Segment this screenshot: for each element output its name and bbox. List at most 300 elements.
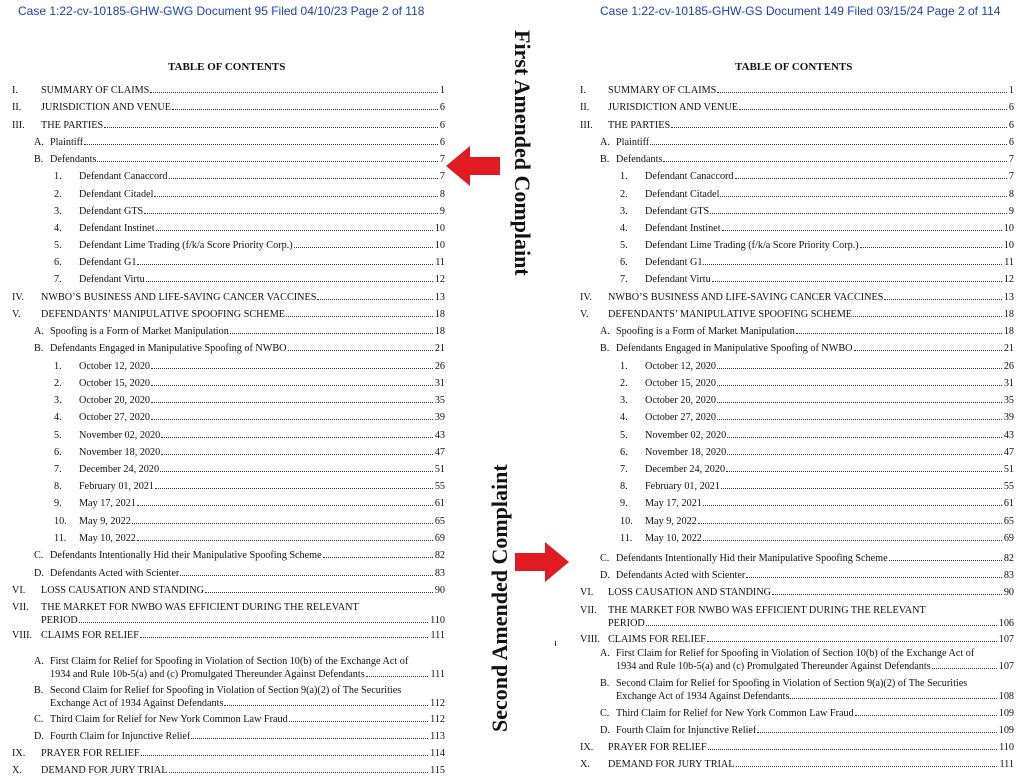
dot-leader bbox=[717, 418, 1002, 420]
toc-entry-number: 7. bbox=[54, 274, 62, 285]
toc-entry-title: THE PARTIES bbox=[608, 120, 671, 131]
toc-entry bbox=[0, 222, 445, 235]
toc-entry-page: 109 bbox=[998, 725, 1014, 736]
toc-entry bbox=[570, 291, 1014, 304]
toc-entry-number: D. bbox=[600, 725, 610, 736]
toc-entry-number: 2. bbox=[54, 378, 62, 389]
toc-entry-page: 112 bbox=[430, 714, 445, 725]
toc-entry-title: October 15, 2020 bbox=[645, 378, 717, 389]
dot-leader bbox=[736, 765, 998, 767]
toc-entry bbox=[0, 325, 445, 338]
toc-entry-title: LOSS CAUSATION AND STANDING bbox=[608, 587, 772, 598]
toc-entry-page: 7 bbox=[1008, 154, 1014, 165]
toc-entry-page: 55 bbox=[434, 481, 445, 492]
toc-entry-number: I. bbox=[12, 85, 18, 96]
toc-entry bbox=[570, 394, 1014, 407]
dot-leader bbox=[137, 539, 433, 541]
toc-entry bbox=[0, 429, 445, 442]
toc-entry-number: 9. bbox=[54, 498, 62, 509]
toc-entry-title: May 10, 2022 bbox=[79, 533, 136, 544]
toc-entry-page: 106 bbox=[998, 618, 1014, 629]
toc-entry bbox=[570, 411, 1014, 424]
toc-entry-title: First Claim for Relief for Spoofing in Violation of Section 10(b) of the Exchange Act of bbox=[616, 648, 975, 659]
right-toc-title: TABLE OF CONTENTS bbox=[735, 61, 853, 73]
toc-entry-title: October 12, 2020 bbox=[79, 361, 151, 372]
toc-entry-number: 11. bbox=[620, 533, 633, 544]
toc-entry-page: 31 bbox=[434, 378, 445, 389]
dot-leader bbox=[726, 470, 1002, 472]
dot-leader bbox=[735, 177, 1007, 179]
toc-entry-page: 6 bbox=[439, 137, 445, 148]
toc-entry-number: 8. bbox=[620, 481, 628, 492]
dot-leader bbox=[137, 504, 433, 506]
right-page-header: Case 1:22-cv-10185-GHW-GS Document 149 Filed 03/15/24 Page 2 of 114 bbox=[600, 4, 1001, 18]
toc-entry-number: 3. bbox=[54, 206, 62, 217]
toc-entry-number: B. bbox=[600, 343, 610, 354]
toc-entry-title-continued: Exchange Act of 1934 Against Defendants bbox=[50, 698, 224, 709]
toc-entry-title: Defendants Intentionally Hid their Manipulative Spoofing Scheme bbox=[50, 550, 322, 561]
toc-entry-title: Defendant Canaccord bbox=[79, 171, 168, 182]
toc-entry-title: October 20, 2020 bbox=[79, 395, 151, 406]
toc-entry-page: 12 bbox=[1003, 274, 1014, 285]
toc-entry-page: 11 bbox=[435, 257, 445, 268]
toc-entry bbox=[570, 463, 1014, 476]
toc-entry-number: 2. bbox=[620, 378, 628, 389]
toc-entry bbox=[570, 497, 1014, 510]
toc-entry-page: 6 bbox=[1008, 137, 1014, 148]
toc-entry-title: October 12, 2020 bbox=[645, 361, 717, 372]
toc-entry bbox=[0, 342, 445, 355]
left-document-page bbox=[0, 0, 445, 784]
first-amended-complaint-label: First Amended Complaint bbox=[510, 30, 535, 276]
toc-entry bbox=[570, 84, 1014, 97]
dot-leader bbox=[150, 91, 438, 93]
toc-entry bbox=[570, 308, 1014, 321]
dot-leader bbox=[151, 384, 433, 386]
toc-entry-number: VIII. bbox=[580, 634, 601, 645]
toc-entry-page: 90 bbox=[1003, 587, 1014, 598]
toc-entry-page: 13 bbox=[434, 292, 445, 303]
toc-entry bbox=[570, 604, 1014, 629]
toc-entry-page: 35 bbox=[1003, 395, 1014, 406]
toc-entry-number: B. bbox=[600, 678, 610, 689]
toc-entry bbox=[570, 377, 1014, 390]
toc-entry-title: Defendant GTS bbox=[645, 206, 710, 217]
toc-entry-page: 8 bbox=[439, 189, 445, 200]
toc-entry-page: 61 bbox=[434, 498, 445, 509]
dot-leader bbox=[703, 539, 1002, 541]
toc-entry bbox=[570, 532, 1014, 545]
toc-entry-number: 1. bbox=[54, 361, 62, 372]
toc-entry bbox=[570, 647, 1014, 672]
dot-leader bbox=[721, 487, 1002, 489]
toc-entry-title: Fourth Claim for Injunctive Relief bbox=[616, 725, 757, 736]
toc-entry bbox=[0, 655, 445, 680]
second-amended-complaint-label: Second Amended Complaint bbox=[487, 464, 512, 732]
toc-entry-title: Plaintiff bbox=[616, 137, 650, 148]
dot-leader bbox=[727, 453, 1002, 455]
toc-entry-number: B. bbox=[34, 343, 44, 354]
toc-entry bbox=[0, 601, 445, 626]
toc-entry bbox=[570, 707, 1014, 720]
toc-entry-page: 107 bbox=[998, 634, 1014, 645]
dot-leader bbox=[739, 108, 1007, 110]
dot-leader bbox=[144, 212, 438, 214]
dot-leader bbox=[646, 624, 997, 626]
dot-leader bbox=[712, 280, 1002, 282]
toc-entry-title: Third Claim for Relief for New York Common Law Fraud bbox=[616, 708, 854, 719]
toc-entry-title: DEMAND FOR JURY TRIAL bbox=[41, 765, 168, 776]
toc-entry-page: 47 bbox=[1003, 447, 1014, 458]
toc-entry-page: 35 bbox=[434, 395, 445, 406]
toc-entry-title: Defendants Engaged in Manipulative Spoofing of NWBO bbox=[616, 343, 853, 354]
toc-entry-number: C. bbox=[600, 708, 610, 719]
toc-entry bbox=[570, 758, 1014, 771]
dot-leader bbox=[151, 418, 433, 420]
toc-entry bbox=[0, 256, 445, 269]
dot-leader bbox=[317, 298, 432, 300]
toc-entry-title: THE PARTIES bbox=[41, 120, 104, 131]
dot-leader bbox=[853, 315, 1002, 317]
toc-entry-page: 9 bbox=[1008, 206, 1014, 217]
toc-entry-title: DEFENDANTS’ MANIPULATIVE SPOOFING SCHEME bbox=[41, 309, 286, 320]
dot-leader bbox=[772, 593, 1002, 595]
toc-entry-page: 11 bbox=[1004, 257, 1014, 268]
toc-entry bbox=[0, 515, 445, 528]
dot-leader bbox=[140, 636, 429, 638]
toc-entry-number: IX. bbox=[580, 742, 594, 753]
toc-entry bbox=[570, 569, 1014, 582]
toc-entry bbox=[0, 119, 445, 132]
toc-entry-page: 115 bbox=[430, 765, 445, 776]
dot-leader bbox=[146, 280, 433, 282]
dot-leader bbox=[717, 384, 1002, 386]
toc-entry-number: 3. bbox=[620, 206, 628, 217]
toc-entry-title: Defendant Canaccord bbox=[645, 171, 734, 182]
toc-entry-page: 18 bbox=[434, 309, 445, 320]
dot-leader bbox=[169, 177, 438, 179]
toc-entry bbox=[570, 188, 1014, 201]
toc-entry bbox=[570, 170, 1014, 183]
toc-entry bbox=[570, 429, 1014, 442]
toc-entry-title: December 24, 2020 bbox=[645, 464, 726, 475]
right-document-page bbox=[570, 0, 1014, 784]
dot-leader bbox=[286, 315, 433, 317]
toc-entry-page: 8 bbox=[1008, 189, 1014, 200]
toc-entry-number: VI. bbox=[580, 587, 594, 598]
dot-leader bbox=[151, 401, 433, 403]
toc-entry-title: JURISDICTION AND VENUE bbox=[608, 102, 738, 113]
toc-entry-page: 114 bbox=[430, 748, 445, 759]
dot-leader bbox=[889, 559, 1002, 561]
toc-entry-number: IX. bbox=[12, 748, 26, 759]
toc-entry-number: VII. bbox=[580, 605, 597, 616]
toc-entry-number: VIII. bbox=[12, 630, 33, 641]
toc-entry-page: 39 bbox=[1003, 412, 1014, 423]
toc-entry-page: 51 bbox=[434, 464, 445, 475]
dot-leader bbox=[154, 195, 438, 197]
dot-leader bbox=[366, 675, 429, 677]
toc-entry-number: 5. bbox=[620, 240, 628, 251]
toc-entry-number: 7. bbox=[54, 464, 62, 475]
toc-entry-page: 39 bbox=[434, 412, 445, 423]
toc-entry bbox=[0, 411, 445, 424]
dot-leader bbox=[172, 108, 438, 110]
dot-leader bbox=[161, 453, 433, 455]
dot-leader bbox=[790, 697, 996, 699]
toc-entry-page: 107 bbox=[998, 661, 1014, 672]
toc-entry-title: November 18, 2020 bbox=[79, 447, 161, 458]
toc-entry bbox=[0, 188, 445, 201]
right-pointing-arrow-icon bbox=[513, 540, 569, 584]
toc-entry-number: B. bbox=[34, 685, 44, 696]
toc-entry-title: December 24, 2020 bbox=[79, 464, 160, 475]
toc-entry-number: C. bbox=[34, 550, 44, 561]
toc-entry-page: 18 bbox=[1003, 309, 1014, 320]
toc-entry-number: 5. bbox=[54, 240, 62, 251]
toc-entry-number: III. bbox=[580, 120, 593, 131]
dot-leader bbox=[224, 704, 428, 706]
toc-entry bbox=[570, 360, 1014, 373]
left-pointing-arrow-icon bbox=[446, 144, 502, 188]
toc-entry-title: Defendants Acted with Scienter bbox=[50, 568, 180, 579]
toc-entry bbox=[0, 239, 445, 252]
toc-entry-number: A. bbox=[600, 326, 610, 337]
dot-leader bbox=[104, 126, 438, 128]
toc-entry-title: Defendant G1 bbox=[79, 257, 137, 268]
toc-entry bbox=[570, 586, 1014, 599]
toc-entry-page: 69 bbox=[1003, 533, 1014, 544]
toc-entry-page: 113 bbox=[430, 731, 445, 742]
toc-entry-page: 18 bbox=[1003, 326, 1014, 337]
toc-entry-number: A. bbox=[34, 326, 44, 337]
toc-entry bbox=[0, 136, 445, 149]
dot-leader bbox=[854, 349, 1002, 351]
toc-entry-page: 83 bbox=[434, 568, 445, 579]
toc-entry bbox=[0, 684, 445, 709]
toc-entry-page: 83 bbox=[1003, 570, 1014, 581]
toc-entry-number: A. bbox=[600, 137, 610, 148]
toc-entry bbox=[0, 549, 445, 562]
toc-entry-title: Defendants Acted with Scienter bbox=[616, 570, 746, 581]
toc-entry bbox=[0, 205, 445, 218]
dot-leader bbox=[717, 91, 1007, 93]
toc-entry bbox=[0, 629, 445, 642]
dot-leader bbox=[141, 754, 428, 756]
toc-entry-number: 1. bbox=[54, 171, 62, 182]
toc-entry-title: CLAIMS FOR RELIEF bbox=[608, 634, 706, 645]
toc-entry-number: VI. bbox=[12, 585, 26, 596]
dot-leader bbox=[132, 522, 433, 524]
dot-leader bbox=[707, 640, 997, 642]
toc-entry-number: 11. bbox=[54, 533, 67, 544]
toc-entry-page: 6 bbox=[439, 102, 445, 113]
toc-entry-title: Defendant Virtu bbox=[79, 274, 145, 285]
toc-entry-page: 109 bbox=[998, 708, 1014, 719]
toc-entry-title: Defendant Lime Trading (f/k/a Score Priority Corp.) bbox=[79, 240, 293, 251]
toc-entry-page: 12 bbox=[434, 274, 445, 285]
stray-mark bbox=[555, 641, 556, 646]
toc-entry-title: DEMAND FOR JURY TRIAL bbox=[608, 759, 735, 770]
toc-entry-title: First Claim for Relief for Spoofing in Violation of Section 10(b) of the Exchange Act of bbox=[50, 656, 409, 667]
dot-leader bbox=[137, 263, 433, 265]
toc-entry bbox=[0, 584, 445, 597]
dot-leader bbox=[169, 771, 429, 773]
toc-entry-number: 4. bbox=[620, 412, 628, 423]
toc-entry-title: NWBO’S BUSINESS AND LIFE-SAVING CANCER VACCINES bbox=[608, 292, 884, 303]
dot-leader bbox=[860, 246, 1002, 248]
dot-leader bbox=[757, 731, 996, 733]
toc-entry-title: Defendants bbox=[616, 154, 663, 165]
toc-entry-title: Defendant Virtu bbox=[645, 274, 711, 285]
toc-entry-title: NWBO’S BUSINESS AND LIFE-SAVING CANCER VACCINES bbox=[41, 292, 317, 303]
toc-entry-number: B. bbox=[34, 154, 44, 165]
toc-entry bbox=[570, 677, 1014, 702]
toc-entry-title: PRAYER FOR RELIEF bbox=[41, 748, 140, 759]
toc-entry-page: 9 bbox=[439, 206, 445, 217]
toc-entry bbox=[570, 741, 1014, 754]
toc-entry bbox=[0, 747, 445, 760]
toc-entry bbox=[570, 239, 1014, 252]
toc-entry-page: 69 bbox=[434, 533, 445, 544]
toc-entry-number: 1. bbox=[620, 361, 628, 372]
dot-leader bbox=[710, 212, 1007, 214]
toc-entry bbox=[0, 764, 445, 777]
toc-entry-title: October 27, 2020 bbox=[645, 412, 717, 423]
toc-entry-page: 7 bbox=[1008, 171, 1014, 182]
toc-entry bbox=[0, 377, 445, 390]
toc-entry bbox=[0, 170, 445, 183]
toc-entry bbox=[0, 713, 445, 726]
toc-entry-title: Fourth Claim for Injunctive Relief bbox=[50, 731, 191, 742]
toc-entry-number: 6. bbox=[620, 257, 628, 268]
toc-entry-title: Second Claim for Relief for Spoofing in Violation of Section 9(a)(2) of The Securities bbox=[616, 678, 968, 689]
toc-entry-title-continued: 1934 and Rule 10b-5(a) and (c) Promulgated Thereunder Against Defendants bbox=[50, 669, 365, 680]
toc-entry-number: 4. bbox=[54, 223, 62, 234]
toc-entry bbox=[570, 205, 1014, 218]
toc-entry-title: Defendant G1 bbox=[645, 257, 703, 268]
toc-entry bbox=[0, 463, 445, 476]
toc-entry bbox=[570, 153, 1014, 166]
dot-leader bbox=[717, 401, 1002, 403]
toc-entry-number: D. bbox=[600, 570, 610, 581]
toc-entry-number: III. bbox=[12, 120, 25, 131]
toc-entry-page: 1 bbox=[1008, 85, 1014, 96]
toc-entry-title-continued: PERIOD bbox=[608, 618, 645, 629]
toc-entry-title: November 02, 2020 bbox=[645, 430, 727, 441]
toc-entry-page: 6 bbox=[1008, 120, 1014, 131]
toc-entry-page: 26 bbox=[1003, 361, 1014, 372]
toc-entry-title: CLAIMS FOR RELIEF bbox=[41, 630, 139, 641]
toc-entry-title: Third Claim for Relief for New York Common Law Fraud bbox=[50, 714, 288, 725]
toc-entry-title: Defendant Citadel bbox=[79, 189, 154, 200]
toc-entry bbox=[0, 153, 445, 166]
toc-entry bbox=[570, 119, 1014, 132]
toc-entry-page: 1 bbox=[439, 85, 445, 96]
toc-entry-page: 110 bbox=[999, 742, 1014, 753]
toc-entry-page: 65 bbox=[1003, 516, 1014, 527]
toc-entry bbox=[0, 446, 445, 459]
toc-entry-title: Defendant Citadel bbox=[645, 189, 720, 200]
toc-entry-number: 3. bbox=[620, 395, 628, 406]
toc-entry-title: Defendants Intentionally Hid their Manipulative Spoofing Scheme bbox=[616, 553, 888, 564]
toc-entry-number: 4. bbox=[620, 223, 628, 234]
dot-leader bbox=[160, 470, 433, 472]
dot-leader bbox=[703, 263, 1002, 265]
toc-entry-page: 6 bbox=[439, 120, 445, 131]
toc-entry bbox=[570, 446, 1014, 459]
toc-entry bbox=[570, 101, 1014, 114]
toc-entry-page: 51 bbox=[1003, 464, 1014, 475]
toc-entry-title-continued: PERIOD bbox=[41, 615, 78, 626]
toc-entry-title: Plaintiff bbox=[50, 137, 84, 148]
toc-entry-number: 10. bbox=[620, 516, 633, 527]
dot-leader bbox=[151, 367, 433, 369]
dot-leader bbox=[663, 160, 1007, 162]
dot-leader bbox=[746, 576, 1002, 578]
toc-entry-number: V. bbox=[12, 309, 21, 320]
dot-leader bbox=[932, 667, 997, 669]
toc-entry-page: 10 bbox=[434, 223, 445, 234]
toc-entry-number: 7. bbox=[620, 274, 628, 285]
toc-entry-number: 10. bbox=[54, 516, 67, 527]
toc-entry-page: 18 bbox=[434, 326, 445, 337]
toc-entry bbox=[0, 394, 445, 407]
toc-entry-page: 65 bbox=[434, 516, 445, 527]
toc-entry-title: May 9, 2022 bbox=[645, 516, 697, 527]
toc-entry-number: 7. bbox=[620, 464, 628, 475]
toc-entry-title: Spoofing is a Form of Market Manipulation bbox=[50, 326, 229, 337]
toc-entry-number: A. bbox=[34, 137, 44, 148]
left-page-header: Case 1:22-cv-10185-GHW-GWG Document 95 Filed 04/10/23 Page 2 of 118 bbox=[18, 4, 425, 18]
toc-entry bbox=[0, 84, 445, 97]
dot-leader bbox=[191, 737, 428, 739]
toc-entry-title: Defendants bbox=[50, 154, 97, 165]
toc-entry-page: 10 bbox=[1003, 223, 1014, 234]
dot-leader bbox=[230, 332, 433, 334]
toc-entry-number: B. bbox=[600, 154, 610, 165]
toc-entry-page: 111 bbox=[430, 669, 445, 680]
toc-entry-title: October 27, 2020 bbox=[79, 412, 151, 423]
toc-entry-number: 3. bbox=[54, 395, 62, 406]
toc-entry-title: May 10, 2022 bbox=[645, 533, 702, 544]
toc-entry-page: 108 bbox=[998, 691, 1014, 702]
dot-leader bbox=[650, 143, 1007, 145]
toc-entry-title: Defendant Instinet bbox=[645, 223, 721, 234]
dot-leader bbox=[671, 126, 1007, 128]
dot-leader bbox=[289, 720, 428, 722]
toc-entry-title: LOSS CAUSATION AND STANDING bbox=[41, 585, 205, 596]
toc-entry-title: Defendant GTS bbox=[79, 206, 144, 217]
toc-entry bbox=[0, 497, 445, 510]
toc-entry-number: II. bbox=[12, 102, 22, 113]
toc-entry bbox=[0, 480, 445, 493]
toc-entry-page: 21 bbox=[1003, 343, 1014, 354]
toc-entry-page: 111 bbox=[999, 759, 1014, 770]
toc-entry-title: May 9, 2022 bbox=[79, 516, 131, 527]
toc-entry bbox=[0, 273, 445, 286]
dot-leader bbox=[722, 229, 1002, 231]
toc-entry-number: 9. bbox=[620, 498, 628, 509]
toc-entry-page: 10 bbox=[1003, 240, 1014, 251]
toc-entry-number: 5. bbox=[620, 430, 628, 441]
toc-entry-title: February 01, 2021 bbox=[645, 481, 720, 492]
dot-leader bbox=[288, 349, 433, 351]
dot-leader bbox=[79, 621, 428, 623]
toc-entry-page: 82 bbox=[434, 550, 445, 561]
toc-entry-title: THE MARKET FOR NWBO WAS EFFICIENT DURING THE RELEVANT bbox=[608, 605, 926, 616]
dot-leader bbox=[323, 556, 433, 558]
